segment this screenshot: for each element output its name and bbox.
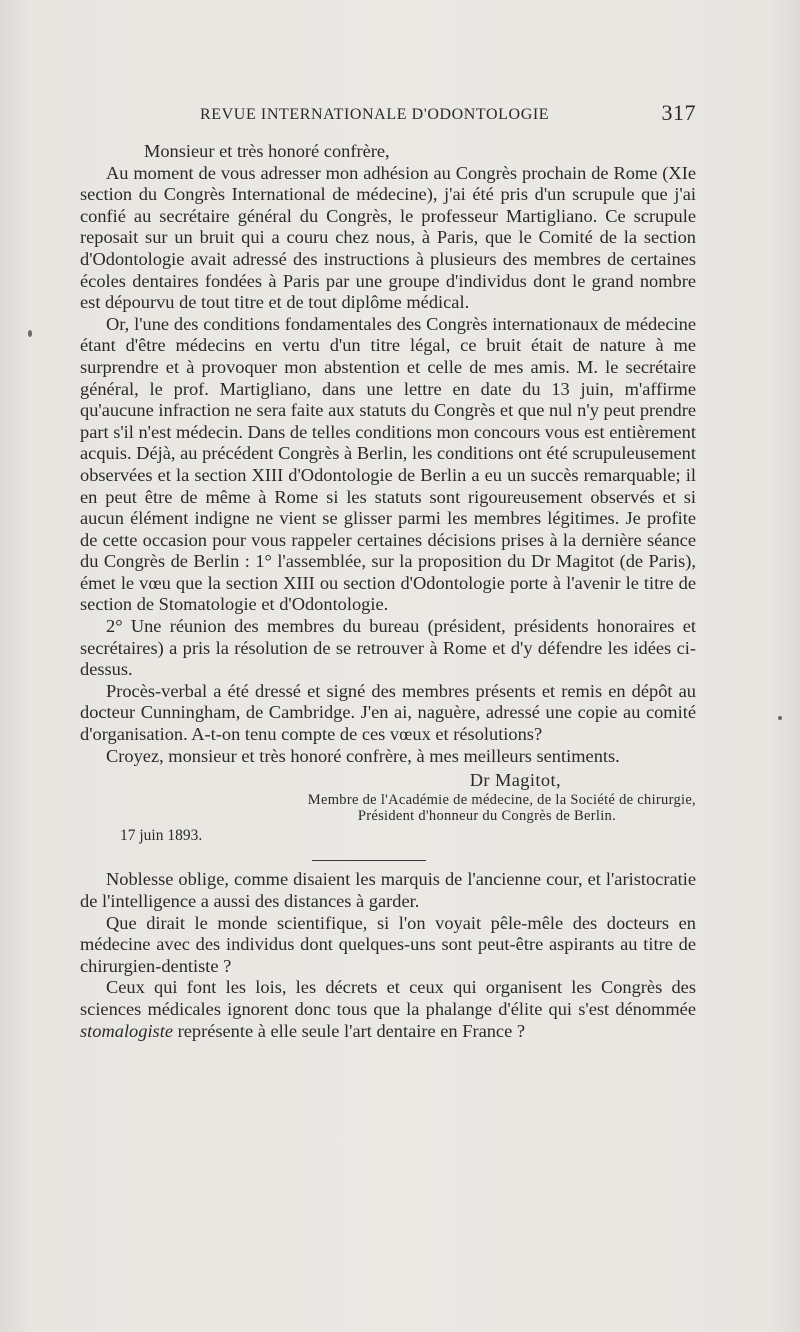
letter-date: 17 juin 1893. (120, 826, 203, 844)
italic-term: stomalogiste (80, 1020, 173, 1041)
letter-paragraph: Procès-verbal a été dressé et signé des membres présents et remis en dépôt au docteur Cunningham, de Cambridge. J'en ai, naguère, adressé une copie au comité d'organisation. A-t-on tenu compte de ces vœux et résolutions? (80, 680, 696, 745)
separator-rule (312, 860, 426, 861)
page-number: 317 (661, 100, 696, 125)
letter-closing: Croyez, monsieur et très honoré confrère, à mes meilleurs sentiments. (106, 745, 620, 766)
margin-speck (778, 716, 782, 720)
letter-salutation: Monsieur et très honoré confrère, (144, 141, 390, 161)
commentary-paragraph: Noblesse oblige, comme disaient les marquis de l'ancienne cour, et l'aristocratie de l'intelligence a aussi des distances à garder. (80, 869, 696, 911)
page-header (80, 100, 696, 128)
running-title: REVUE INTERNATIONALE D'ODONTOLOGIE (200, 106, 550, 123)
signature-title-line: Membre de l'Académie de médecine, de la Société de chirurgie, (307, 791, 696, 808)
commentary-paragraph-final (80, 977, 696, 1042)
margin-speck (28, 330, 32, 337)
signature-title-line: Président d'honneur du Congrès de Berlin. (357, 807, 616, 824)
body-text (80, 141, 696, 1042)
letter-paragraph: Au moment de vous adresser mon adhésion au Congrès prochain de Rome (XIe section du Congrès International de médecine), j'ai été pris d'un scrupule que j'ai confié au secrétaire général du Congrès, le professeur Martigliano. Ce scrupule reposait sur un bruit qui a couru chez nous, à Paris, que le Comité de la section d'Odontologie avait adressé des instructions à plusieurs des membres de certaines écoles dentaires fondées à Paris par une groupe d'individus dont le grand nombre est dépourvu de tout titre et de tout diplôme médical. (80, 162, 696, 313)
commentary-paragraph: Que dirait le monde scientifique, si l'on voyait pêle-mêle des docteurs en médecine avec des individus dont quelques-uns sont peut-être aspirants au titre de chirurgien-dentiste ? (80, 912, 696, 976)
letter-paragraph: Or, l'une des conditions fondamentales des Congrès internationaux de médecine étant d'être médecins en vertu d'un titre légal, ce bruit était de nature à me surprendre et à provoquer mon abstention et celle de mes amis. M. le secrétaire général, le prof. Martigliano, dans une lettre en date du 13 juin, m'affirme qu'aucune infraction ne sera faite aux statuts du Congrès et que nul n'y peut prendre part s'il n'est médecin. Dans de telles conditions mon concours vous est entièrement acquis. Déjà, au précédent Congrès à Berlin, les conditions ont été scrupuleusement observées et la section XIII d'Odontologie de Berlin a eu un succès remarquable; il en peut être de même à Rome si les statuts sont rigoureusement observés et si aucun élément indigne ne vient se glisser parmi les membres légitimes. Je profite de cette occasion pour vous rappeler certaines décisions prises à la dernière séance du Congrès de Berlin : 1° l'assemblée, sur la proposition du Dr Magitot (de Paris), émet le vœu que la section XIII ou section d'Odontologie porte à l'avenir le titre de section de Stomatologie et d'Odontologie. (80, 313, 696, 615)
commentary-text: Ceux qui font les lois, les décrets et ceux qui organisent les Congrès des sciences médicales ignorent donc tous que la phalange d'élite qui s'est dénommée (80, 977, 696, 1019)
signature-name: Dr Magitot, (469, 770, 561, 791)
letter-paragraph: 2° Une réunion des membres du bureau (président, présidents honoraires et secrétaires) a pris la résolution de se retrouver à Rome et d'y défendre les idées ci-dessus. (80, 616, 696, 680)
commentary-text: représente à elle seule l'art dentaire en France ? (172, 1020, 526, 1041)
